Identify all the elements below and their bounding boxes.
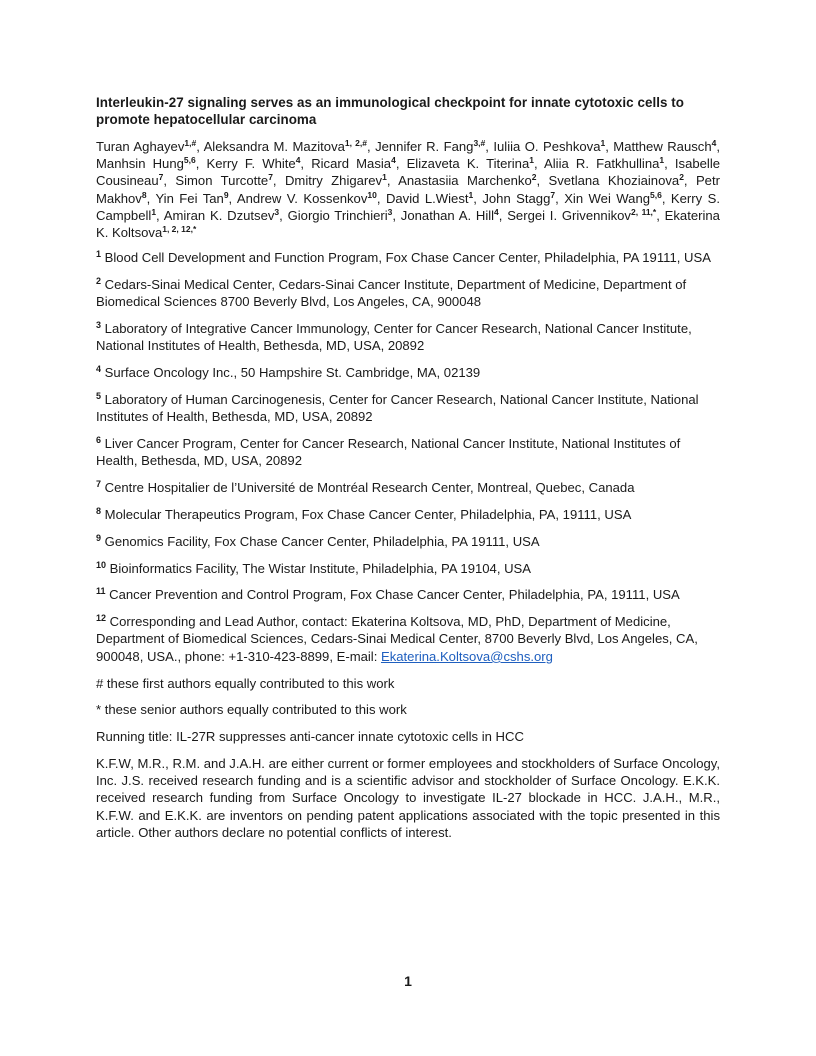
affiliation-text: Bioinformatics Facility, The Wistar Institute, Philadelphia, PA 19104, USA — [109, 560, 532, 576]
affiliation-text: Laboratory of Human Carcinogenesis, Center for Cancer Research, National Cancer Institute, National Institutes of Health, Bethesda, MD, USA, 20892 — [96, 392, 699, 425]
author-affiliation-sup: 3 — [387, 206, 393, 217]
author-name: David L.Wiest — [385, 190, 469, 206]
author-name: Jonathan A. Hill — [400, 207, 495, 223]
document-page — [96, 94, 720, 841]
author-affiliation-sup: 5,6 — [650, 189, 662, 200]
affiliation-number: 3 — [96, 320, 102, 331]
paper-title: Interleukin-27 signaling serves as an immunological checkpoint for innate cytotoxic cells to promote hepatocellular carcinoma — [96, 95, 684, 127]
affiliation-list — [96, 249, 720, 603]
author-name: Amiran K. Dzutsev — [163, 207, 275, 223]
affiliation-item — [96, 560, 720, 577]
author-name: Dmitry Zhigarev — [284, 173, 383, 189]
affiliation-number: 6 — [96, 435, 102, 446]
affiliation-item — [96, 364, 720, 381]
author — [237, 191, 377, 206]
author-name: Kerry S. Campbell — [96, 190, 721, 223]
author-name: Yin Fei Tan — [155, 190, 224, 206]
author-name: Jennifer R. Fang — [375, 139, 474, 154]
author — [407, 156, 534, 171]
author — [96, 139, 196, 154]
author — [288, 208, 393, 223]
affiliation-text: Surface Oncology Inc., 50 Hampshire St. Cambridge, MA, 02139 — [104, 365, 481, 381]
corresponding-text: Corresponding and Lead Author, contact: Ekaterina Koltsova, MD, PhD, Department of Medicine, Department of Biomedical Sciences, Cedars-Sinai Medical Center, 8700 Beverly Blvd, Los Angeles, CA, 900048, USA., phone: +1-310-423-8899, E-mail: — [96, 614, 698, 664]
author-affiliation-sup: 1 — [151, 206, 157, 217]
author-name: Svetlana Khoziainova — [548, 173, 680, 189]
author — [398, 173, 536, 188]
author-name: Elizaveta K. Titerina — [406, 156, 530, 172]
affiliation-number: 11 — [96, 586, 106, 597]
author — [549, 173, 684, 188]
author — [564, 191, 662, 206]
author-affiliation-sup: 2, 11,* — [630, 206, 657, 217]
author-affiliation-sup: 1, 2,# — [344, 138, 367, 148]
author-affiliation-sup: 9 — [223, 189, 229, 200]
author-affiliation-sup: 10 — [367, 189, 377, 200]
author-affiliation-sup: 8 — [141, 189, 147, 200]
affiliation-number: 1 — [96, 249, 102, 260]
author-name: Aliia R. Fatkhullina — [544, 156, 660, 172]
author-name: Giorgio Trinchieri — [287, 207, 388, 223]
author — [507, 208, 656, 223]
author-affiliation-sup: 4 — [711, 138, 717, 148]
author — [482, 191, 555, 206]
author-affiliation-sup: 1 — [659, 155, 665, 166]
author-name: Ricard Masia — [311, 156, 392, 172]
author — [285, 173, 387, 188]
author-name: John Stagg — [482, 190, 551, 206]
first-authors-note: # these first authors equally contributed to this work — [96, 675, 395, 691]
affiliation-text: Cancer Prevention and Control Program, Fox Chase Cancer Center, Philadelphia, PA, 19111, USA — [109, 587, 680, 603]
author-affiliation-sup: 1 — [382, 172, 387, 183]
author-affiliation-sup: 1 — [600, 138, 606, 148]
author-affiliation-sup: 3 — [274, 206, 280, 217]
author — [544, 156, 664, 171]
affiliation-text: Liver Cancer Program, Center for Cancer Research, National Cancer Institute, National Institutes of Health, Bethesda, MD, USA, 20892 — [96, 436, 681, 469]
author-name: Ekaterina K. Koltsova — [96, 207, 720, 241]
author-name: Anastasiia Marchenko — [398, 173, 532, 189]
affiliation-text: Laboratory of Integrative Cancer Immunology, Center for Cancer Research, National Cancer Institute, National Institutes of Health, Bethesda, MD, USA, 20892 — [96, 321, 692, 354]
running-title: Running title: IL-27R suppresses anti-cancer innate cytotoxic cells in HCC — [96, 729, 524, 745]
author-name: Andrew V. Kossenkov — [236, 190, 368, 206]
author-name: Xin Wei Wang — [564, 190, 651, 206]
corresponding-email-link[interactable]: Ekaterina.Koltsova@cshs.org — [380, 648, 553, 664]
author-name: Turan Aghayev — [96, 139, 185, 154]
author-affiliation-sup: 4 — [295, 155, 301, 166]
author-affiliation-sup: 2 — [531, 172, 537, 183]
affiliation-item — [96, 276, 720, 311]
affiliation-number: 12 — [96, 613, 107, 624]
author-name: Manhsin Hung — [96, 156, 184, 172]
author — [401, 208, 499, 223]
affiliation-number: 10 — [96, 559, 107, 570]
affiliation-item — [96, 391, 720, 426]
author — [311, 156, 396, 171]
affiliation-item — [96, 435, 720, 470]
affiliation-item — [96, 249, 720, 266]
author-name: Aleksandra M. Mazitova — [203, 139, 345, 154]
author-name: Petr Makhov — [96, 173, 720, 206]
affiliation-text: Molecular Therapeutics Program, Fox Chase Cancer Center, Philadelphia, PA, 19111, USA — [104, 506, 632, 522]
author-name: Matthew Rausch — [613, 139, 712, 154]
affiliation-text: Cedars-Sinai Medical Center, Cedars-Sinai Cancer Institute, Department of Medicine, Department of Biomedical Sciences 8700 Beverly Blvd, Los Angeles, CA, 900048 — [96, 277, 687, 310]
author-affiliation-sup: 4 — [494, 206, 499, 217]
author-list: Turan Aghayev$^{1,\#}$, Aleksandra M. Mazitova$^{1, 2,\#}$, Jennifer R. Fang$^{3,\#}$, Iuliia O. Peshkova$^1$, Matthew Rausch$^4$, Manhsin Hung$^{5,6}$, Kerry F. White$^4$, Ricard Masia$^4$, Elizaveta K. Titerina$^1$, Aliia R. Fatkhullina$^1$, Isabelle Cousineau$^7$, Simon Turcotte$^7$, Dmitry Zhigarev$^1$, Anastasiia Marchenko$^2$, Svetlana Khoziainova$^2$, Petr Makhov$^8$, Yin Fei Tan$^9$, Andrew V. Kossenkov$^{10}$, David L.Wiest$^1$, John Stagg$^7$, Xin Wei Wang$^{5,6}$, Kerry S. Campbell$^1$, Amiran K. Dzutsev$^3$, Giorgio Trinchieri$^3$, Jonathan A. Hill$^4$, Sergei I. Grivennikov$^{2, 11,*}$, Ekaterina K. Koltsova$^{1, 2, 12,*}$ — [96, 138, 721, 241]
affiliation-item — [96, 533, 720, 550]
author — [613, 139, 716, 154]
affiliation-number: 4 — [96, 364, 102, 375]
author-affiliation-sup: 7 — [158, 172, 164, 183]
author-name: Iuliia O. Peshkova — [493, 139, 601, 154]
conflict-of-interest-statement: K.F.W, M.R., R.M. and J.A.H. are either current or former employees and stockholders of Surface Oncology, Inc. J.S. received research funding and is a scientific advisor and stockholder of Surface Oncology. E.K.K. received research funding from Surface Oncology to investigate IL-27 blockade in HCC. J.A.H., M.R., K.F.W. and E.K.K. are inventors on pending patent applications associated with the topic presented in this article. Other authors declare no potential conflicts of interest. — [96, 755, 720, 840]
affiliation-text: Centre Hospitalier de l’Université de Montréal Research Center, Montreal, Quebec, Canada — [104, 480, 635, 496]
author-name: Isabelle Cousineau — [96, 156, 721, 189]
author-affiliation-sup: 1 — [529, 155, 534, 166]
affiliation-item — [96, 479, 720, 496]
author — [96, 156, 196, 171]
author — [493, 139, 605, 154]
author-affiliation-sup: 2 — [679, 172, 684, 183]
author-name: Simon Turcotte — [175, 173, 269, 189]
affiliation-text: Genomics Facility, Fox Chase Cancer Center, Philadelphia, PA 19111, USA — [104, 533, 540, 549]
author-affiliation-sup: 5,6 — [183, 155, 196, 166]
author — [375, 139, 485, 154]
affiliation-number: 5 — [96, 391, 102, 401]
author — [155, 191, 228, 206]
affiliation-number: 7 — [96, 479, 102, 490]
author-affiliation-sup: 7 — [268, 172, 273, 183]
author — [386, 191, 473, 206]
affiliation-item — [96, 506, 720, 523]
author — [204, 139, 367, 154]
author-name: Kerry F. White — [206, 156, 296, 172]
author-affiliation-sup: 1,# — [184, 138, 197, 148]
author-name: Sergei I. Grivennikov — [507, 207, 631, 223]
author-affiliation-sup: 7 — [550, 189, 556, 200]
affiliation-item — [96, 586, 720, 603]
affiliation-text: Blood Cell Development and Function Program, Fox Chase Cancer Center, Philadelphia, PA 19111, USA — [104, 250, 711, 266]
author — [207, 156, 301, 171]
author-affiliation-sup: 3,# — [473, 138, 486, 148]
corresponding-author — [96, 613, 720, 665]
author-affiliation-sup: 1 — [468, 189, 474, 200]
affiliation-item — [96, 320, 720, 355]
senior-authors-note: * these senior authors equally contributed to this work — [96, 702, 407, 718]
affiliation-number: 2 — [96, 276, 102, 287]
page-number: 1 — [404, 973, 412, 989]
author-affiliation-sup: 4 — [391, 155, 396, 166]
author — [175, 173, 273, 188]
affiliation-number: 9 — [96, 532, 102, 543]
affiliation-number: 8 — [96, 505, 102, 516]
author — [164, 208, 279, 223]
author-affiliation-sup: 1, 2, 12,* — [162, 224, 197, 235]
